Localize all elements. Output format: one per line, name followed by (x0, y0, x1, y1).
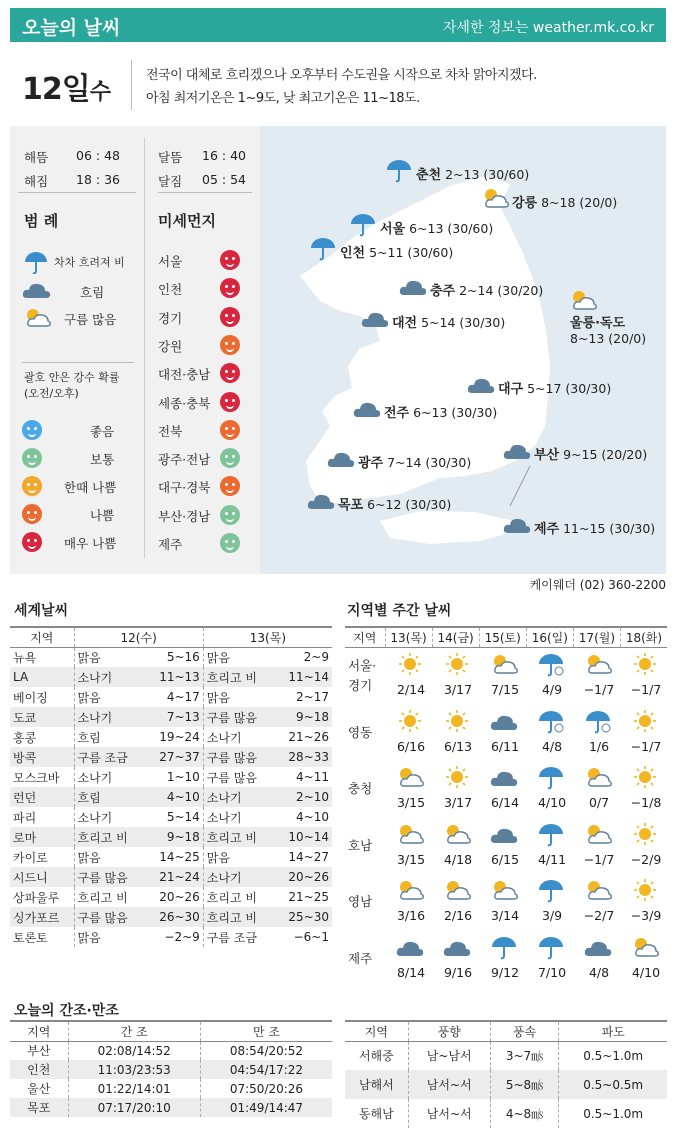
sea-h-wave: 파도 (559, 1021, 667, 1041)
table-row: 로마 흐리고 비 9~18 흐리고 비 10~14 (10, 827, 332, 847)
dust-region: 경기 (158, 310, 183, 326)
weekly-temp: 4/11 (537, 851, 567, 867)
header-bar (10, 8, 666, 42)
cloud-icon (306, 488, 336, 517)
sea-h-speed: 풍속 (490, 1021, 559, 1041)
grade-mid: 한때 나쁨 (64, 480, 117, 495)
weekly-temp: 3/14 (490, 908, 520, 923)
sun-icon (395, 709, 425, 738)
moonrise-time: 16 : 40 (202, 148, 246, 163)
sun-icon (630, 878, 660, 907)
sea-table (345, 1020, 667, 1128)
weekly-day: 16(일) (526, 627, 573, 647)
table-row: 상파울루 흐리고 비 20~26 흐리고 비 21~25 (10, 887, 332, 907)
dust-region: 전북 (158, 423, 183, 439)
weekly-table (345, 626, 667, 648)
dust-region: 부산·경남 (158, 508, 211, 524)
dust-grade-icon (220, 392, 240, 415)
rain-icon (489, 935, 519, 964)
weekly-region: 호남 (348, 837, 373, 853)
weekly-region: 충청 (348, 781, 373, 796)
table-row: 토론토 맑음 −2~9 구름 조금 −6~1 (10, 927, 332, 947)
weekly-temp: 7/10 (537, 964, 567, 980)
table-row: 도쿄 소나기 7~13 구름 많음 9~18 (10, 707, 332, 727)
rain-icon (308, 236, 338, 265)
cloud-icon (489, 822, 519, 851)
weekly-temp: 9/12 (490, 964, 520, 980)
prob-note: 괄호 안은 강수 확률 (오전/오후) (24, 371, 120, 400)
moonset-label: 달짐 (158, 174, 183, 189)
world-h-day2: 13(목) (203, 627, 332, 647)
cloud-icon (360, 306, 390, 335)
weekly-temp: 4/18 (443, 851, 473, 867)
map-city: 부산 9~15 (20/20) (534, 447, 648, 463)
grade-normal-icon (22, 448, 42, 471)
divider (144, 138, 145, 558)
weekly-temp: 6/11 (490, 738, 520, 754)
legend-partly: 구름 많음 (64, 312, 117, 327)
moonset-time: 05 : 54 (202, 172, 246, 187)
sun-icon (630, 822, 660, 851)
source-link[interactable]: 자세한 정보는 weather.mk.co.kr (442, 20, 654, 36)
table-row: 베이징 맑음 4~17 맑음 2~17 (10, 687, 332, 707)
map-city: 대구 5~17 (30/30) (498, 381, 612, 397)
rain-icon (536, 878, 566, 907)
legend-rain: 차차 흐려져 비 (54, 256, 125, 269)
grade-good: 좋음 (90, 424, 115, 439)
map-city: 광주 7~14 (30/30) (358, 455, 472, 471)
partly-icon (630, 935, 660, 964)
map-city: 전주 6~13 (30/30) (384, 405, 498, 421)
weekly-temp: −1/7 (630, 738, 662, 754)
dust-grade-icon (220, 363, 240, 386)
weekly-temp: −2/9 (630, 851, 662, 867)
weekly-temp: −3/9 (630, 908, 662, 923)
table-row: 뉴욕 맑음 5~16 맑음 2~9 (10, 647, 332, 667)
table-row: 싱가포르 구름 많음 26~30 흐리고 비 25~30 (10, 907, 332, 927)
partly-icon (489, 878, 519, 907)
map-city: 목포 6~12 (30/30) (338, 497, 452, 513)
table-row: 런던 흐림 4~10 소나기 2~10 (10, 787, 332, 807)
world-title: 세계날씨 (14, 603, 69, 619)
tide-h-region: 지역 (10, 1021, 68, 1041)
table-row: 홍콩 흐림 19~24 소나기 21~26 (10, 727, 332, 747)
cloud-icon (583, 935, 613, 964)
map-city: 강릉 8~18 (20/0) (512, 195, 618, 211)
weekly-temp: 6/15 (490, 851, 520, 867)
moonrise-label: 달뜸 (158, 150, 183, 165)
weekly-h-region: 지역 (345, 627, 385, 647)
grade-bad: 나쁨 (90, 508, 115, 523)
tide-table (10, 1020, 332, 1117)
weekly-day: 13(목) (385, 627, 432, 647)
map-city: 서울 6~13 (30/60) (380, 221, 494, 237)
tide-title: 오늘의 간조·만조 (14, 1003, 119, 1019)
partly-icon (583, 652, 613, 681)
dust-grade-icon (220, 476, 240, 499)
weekly-temp: −1/7 (583, 851, 615, 867)
partly-icon (442, 822, 472, 851)
partly-icon (395, 822, 425, 851)
date (22, 64, 110, 108)
table-row: 인천 11:03/23:53 04:54/17:22 (10, 1060, 332, 1079)
weekly-day: 14(금) (432, 627, 479, 647)
dust-region: 세종·충북 (158, 395, 211, 411)
rain-icon (384, 158, 414, 187)
rain-sun-icon (583, 709, 613, 738)
sunrise-time: 06 : 48 (76, 148, 120, 163)
dust-grade-icon (220, 505, 240, 528)
weekly-temp: 3/15 (396, 851, 426, 867)
map-city: 충주 2~14 (30/20) (430, 283, 544, 299)
weekly-region: 서울· 경기 (348, 658, 377, 693)
weekly-temp: 4/8 (588, 964, 610, 980)
table-row: 남해서 남서~서 5~8㎧ 0.5~0.5m (345, 1070, 667, 1099)
world-h-region: 지역 (10, 627, 74, 647)
summary-line: 아침 최저기온은 1~9도, 낮 최고기온은 11~18도. (146, 91, 420, 106)
credit: 케이웨더 (02) 360-2200 (529, 578, 666, 592)
cloud-icon (502, 438, 532, 467)
weekly-temp: 1/6 (588, 738, 610, 754)
summary-line: 전국이 대체로 흐리겠으나 오후부터 수도권을 시작으로 차차 맑아지겠다. (146, 68, 537, 83)
weekly-temp: 7/15 (490, 682, 520, 697)
grade-mid-icon (22, 476, 42, 499)
weekly-temp: 4/10 (537, 795, 567, 810)
summary (146, 64, 537, 110)
weekly-temp: 6/14 (490, 795, 520, 810)
weekly-temp: −1/8 (630, 795, 662, 810)
sun-icon (395, 652, 425, 681)
weekly-temp: 6/16 (396, 738, 426, 754)
table-row: 부산 02:08/14:52 08:54/20:52 (10, 1041, 332, 1060)
partly-icon (583, 765, 613, 794)
dust-grade-icon (220, 307, 240, 330)
rain-sun-icon (536, 652, 566, 681)
cloud-icon (395, 935, 425, 964)
weekly-temp: 3/15 (396, 795, 426, 810)
dust-region: 대구·경북 (158, 480, 211, 496)
sun-icon (630, 652, 660, 681)
table-row: 목포 07:17/20:10 01:49/14:47 (10, 1098, 332, 1117)
dust-title: 미세먼지 (158, 212, 216, 230)
sunset-time: 18 : 36 (76, 172, 120, 187)
dust-grade-icon (220, 448, 240, 471)
sea-h-region: 지역 (345, 1021, 408, 1041)
partly-icon (480, 186, 510, 215)
table-row: 동해남 남서~서 4~8㎧ 0.5~1.0m (345, 1099, 667, 1128)
map-city: 대전 5~14 (30/30) (392, 315, 506, 331)
partly-icon (489, 652, 519, 681)
table-row: 파리 소나기 5~14 소나기 4~10 (10, 807, 332, 827)
weekly-temp: 4/8 (541, 738, 563, 754)
table-row: 모스크바 소나기 1~10 구름 많음 4~11 (10, 767, 332, 787)
cloud-icon (398, 274, 428, 303)
grade-normal: 보통 (90, 452, 115, 467)
weekly-temp: 2/16 (443, 908, 473, 923)
partly-icon (583, 822, 613, 851)
weekly-temp: 6/13 (443, 738, 473, 754)
rain-sun-icon (536, 709, 566, 738)
sun-icon (630, 709, 660, 738)
cloud-icon (489, 709, 519, 738)
weekly-day: 18(화) (620, 627, 667, 647)
map-city: 제주 11~15 (30/30) (534, 521, 656, 537)
table-row: 서해중 남~남서 3~7㎧ 0.5~1.0m (345, 1041, 667, 1070)
dust-grade-icon (220, 420, 240, 443)
cloud-icon (466, 372, 496, 401)
map-city: 인천 5~11 (30/60) (340, 245, 454, 261)
cloud-icon (326, 446, 356, 475)
dust-grade-icon (220, 533, 240, 556)
sun-icon (630, 765, 660, 794)
weekly-temp: 4/10 (631, 964, 661, 980)
weekly-day: 15(토) (479, 627, 526, 647)
table-row: 시드니 구름 많음 21~24 소나기 20~26 (10, 867, 332, 887)
sunset-label: 해짐 (24, 174, 49, 189)
weekly-temp: 3/17 (443, 682, 473, 697)
dust-region: 제주 (158, 537, 183, 552)
dust-region: 강원 (158, 338, 183, 354)
dust-region: 서울 (158, 254, 183, 269)
sun-icon (442, 709, 472, 738)
cloud-icon (442, 935, 472, 964)
rain-icon (536, 765, 566, 794)
tide-h-high: 만 조 (200, 1021, 332, 1041)
page-title: 오늘의 날씨 (22, 17, 121, 39)
grade-vbad-icon (22, 532, 42, 555)
grade-vbad: 매우 나쁨 (64, 536, 117, 551)
weekly-temp: 0/7 (588, 795, 610, 810)
partly-icon (395, 878, 425, 907)
weekly-region: 제주 (348, 950, 373, 966)
partly-icon (395, 765, 425, 794)
weekly-temp: −2/7 (583, 908, 615, 923)
map-city: 춘천 2~13 (30/60) (416, 167, 530, 183)
divider (131, 60, 132, 110)
map-city: 울릉·독도 8~13 (20/0) (570, 316, 647, 346)
weekly-temp: 2/14 (396, 682, 426, 697)
table-row: 울산 01:22/14:01 07:50/20:26 (10, 1079, 332, 1098)
dust-grade-icon (220, 335, 240, 358)
partly-icon (583, 878, 613, 907)
sea-h-dir: 풍향 (408, 1021, 490, 1041)
cloud-icon (22, 280, 52, 300)
weekly-region: 영동 (348, 724, 373, 740)
grade-good-icon (22, 420, 42, 443)
table-row: 방콕 구름 조금 27~37 구름 많음 28~33 (10, 747, 332, 767)
sunrise-label: 해뜸 (24, 150, 49, 165)
rain-icon (536, 935, 566, 964)
world-table (10, 626, 332, 947)
cloud-icon (489, 765, 519, 794)
cloud-icon (502, 512, 532, 541)
grade-bad-icon (22, 504, 42, 527)
weekly-temp: 4/9 (541, 682, 563, 697)
weekly-temp: −1/7 (630, 682, 662, 697)
legend-cloudy: 흐림 (80, 285, 105, 300)
date-day: 12일 (22, 72, 90, 107)
rain-icon (22, 250, 50, 274)
legend-title: 범 례 (24, 212, 59, 230)
dust-grade-icon (220, 278, 240, 301)
weekly-day: 17(월) (573, 627, 620, 647)
cloud-icon (352, 396, 382, 425)
partly-icon (442, 878, 472, 907)
partly-cloudy-icon (22, 306, 52, 328)
table-row: LA 소나기 11~13 흐리고 비 11~14 (10, 667, 332, 687)
weekly-temp: 3/17 (443, 795, 473, 810)
world-h-day1: 12(수) (74, 627, 203, 647)
legend-panel (10, 126, 260, 574)
weekly-temp: 9/16 (443, 964, 473, 980)
tide-h-low: 간 조 (68, 1021, 200, 1041)
rain-icon (536, 822, 566, 851)
weekly-temp: 8/14 (396, 964, 426, 980)
dust-grade-icon (220, 250, 240, 273)
weekly-region: 영남 (348, 894, 373, 909)
sun-icon (442, 652, 472, 681)
dust-region: 인천 (158, 282, 183, 298)
date-weekday: 수 (89, 80, 110, 105)
table-row: 카이로 맑음 14~25 맑음 14~27 (10, 847, 332, 867)
weekly-temp: −1/7 (583, 682, 615, 697)
weekly-title: 지역별 주간 날씨 (347, 603, 452, 619)
dust-region: 광주·전남 (158, 452, 211, 468)
dust-region: 대전·충남 (158, 367, 211, 383)
weekly-temp: 3/9 (541, 908, 563, 923)
weekly-temp: 3/16 (396, 908, 426, 923)
sun-icon (442, 765, 472, 794)
rain-icon (348, 212, 378, 241)
